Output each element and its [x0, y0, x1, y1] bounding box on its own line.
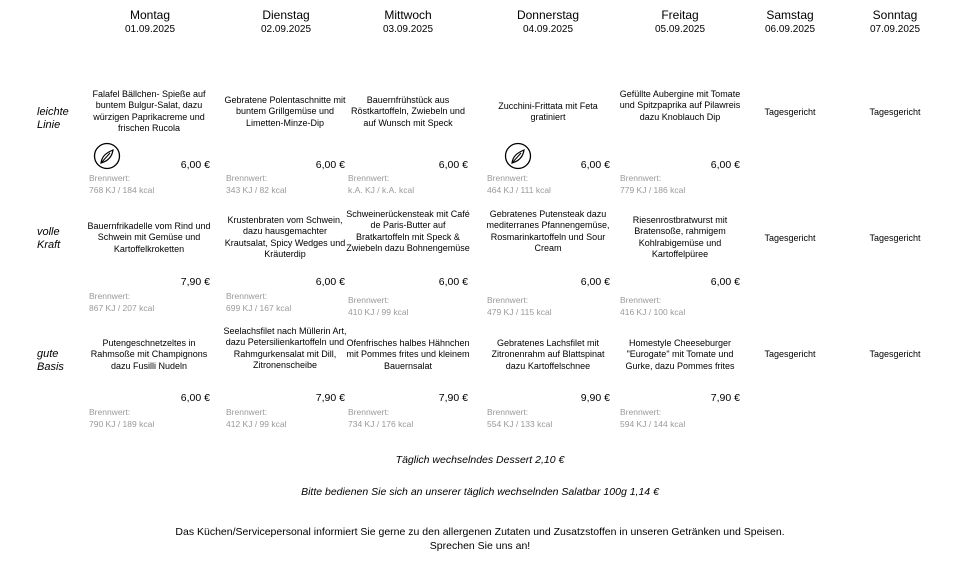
- day-header-sunday: [835, 8, 955, 36]
- dish-price: 6,00 €: [180, 392, 210, 404]
- row-label-line: Kraft: [37, 239, 61, 251]
- dish-price: 6,00 €: [580, 159, 610, 171]
- dish-price: 6,00 €: [710, 276, 740, 288]
- allergen-note-contact: Sprechen Sie uns an!: [429, 540, 531, 552]
- day-header-saturday: [730, 8, 850, 36]
- day-date: 03.09.2025: [382, 24, 434, 35]
- day-header-tuesday: [226, 8, 346, 36]
- dish-price: 6,00 €: [315, 276, 345, 288]
- nutrition-label: Brennwert:: [348, 407, 390, 417]
- nutrition-value: 699 KJ / 167 kcal: [226, 303, 292, 313]
- day-date: 04.09.2025: [522, 24, 574, 35]
- dish-price: 6,00 €: [315, 159, 345, 171]
- dish-name: Gebratenes Putensteak dazu mediterranes Pfannengemüse, Rosmarinkartoffeln und Sour Cream: [486, 209, 610, 254]
- day-name: Freitag: [661, 8, 699, 22]
- dish-name: Falafel Bällchen- Spieße auf buntem Bulgur-Salat, dazu würzigen Paprikacreme und frischen Rucola: [92, 89, 206, 134]
- dish-name: Gebratene Polentaschnitte mit buntem Grillgemüse und Limetten-Minze-Dip: [224, 95, 346, 128]
- day-header-thursday: [488, 8, 608, 36]
- nutrition-value: 594 KJ / 144 kcal: [620, 419, 686, 429]
- nutrition-label: Brennwert:: [348, 295, 390, 305]
- vegan-leaf-icon: [93, 142, 121, 170]
- dish-name: Bauernfrühstück aus Röstkartoffeln, Zwiebeln und auf Wunsch mit Speck: [351, 95, 465, 128]
- nutrition-value: 410 KJ / 99 kcal: [348, 307, 409, 317]
- row-label-line: Linie: [37, 119, 61, 131]
- tagesgericht-sunday: Tagesgericht: [869, 233, 921, 243]
- nutrition-label: Brennwert:: [89, 407, 131, 417]
- dish-name: Putengeschnetzeltes in Rahmsoße mit Champignons dazu Fusilli Nudeln: [90, 338, 208, 371]
- allergen-note: Das Küchen/Servicepersonal informiert Sie gerne zu den allergenen Zutaten und Zusatzstoffen in unseren Getränken und Speisen.: [175, 526, 785, 538]
- day-header-monday: [90, 8, 210, 36]
- dish-price: 6,00 €: [180, 159, 210, 171]
- day-name: Donnerstag: [516, 8, 580, 22]
- nutrition-label: Brennwert:: [226, 291, 268, 301]
- dish-name: Krustenbraten vom Schwein, dazu hausgemachter Krautsalat, Spicy Wedges und Kräuterdip: [224, 215, 346, 260]
- dish-price: 7,90 €: [180, 276, 210, 288]
- nutrition-label: Brennwert:: [89, 173, 131, 183]
- nutrition-label: Brennwert:: [487, 295, 529, 305]
- dish-name: Schweinerückensteak mit Café de Paris-Butter auf Bratkartoffeln mit Speck & Zwiebeln dazu Bohnengemüse: [346, 209, 470, 254]
- nutrition-value: 343 KJ / 82 kcal: [226, 185, 287, 195]
- nutrition-value: 867 KJ / 207 kcal: [89, 303, 155, 313]
- tagesgericht-saturday: Tagesgericht: [764, 233, 816, 243]
- tagesgericht-sunday: Tagesgericht: [869, 107, 921, 117]
- dish-name: Ofenfrisches halbes Hähnchen mit Pommes frites und kleinem Bauernsalat: [346, 338, 470, 371]
- row-label-leichte-linie: [37, 106, 87, 132]
- vegan-leaf-icon: [504, 142, 532, 170]
- nutrition-label: Brennwert:: [348, 173, 390, 183]
- dish-name: Seelachsfilet nach Müllerin Art, dazu Petersilienkartoffeln und Rahmgurkensalat mit Dill, Zitronenscheibe: [223, 326, 347, 371]
- dish-name: Gefüllte Aubergine mit Tomate und Spitzpaprika auf Pilawreis dazu Knoblauch Dip: [619, 89, 741, 122]
- day-name: Montag: [129, 8, 171, 22]
- day-date: 07.09.2025: [869, 24, 921, 35]
- row-label-gute-basis: [37, 348, 87, 374]
- nutrition-label: Brennwert:: [487, 407, 529, 417]
- dish-name: Homestyle Cheeseburger "Eurogate" mit Tomate und Gurke, dazu Pommes frites: [625, 338, 735, 371]
- dish-price: 6,00 €: [710, 159, 740, 171]
- dish-price: 9,90 €: [580, 392, 610, 404]
- day-header-wednesday: [348, 8, 468, 36]
- day-name: Mittwoch: [384, 8, 432, 22]
- day-name: Samstag: [766, 8, 814, 22]
- nutrition-label: Brennwert:: [226, 173, 268, 183]
- nutrition-value: 779 KJ / 186 kcal: [620, 185, 686, 195]
- dish-name: Zucchini-Frittata mit Feta gratiniert: [498, 101, 598, 123]
- dish-name: Riesenrostbratwurst mit Bratensoße, rahmigem Kohlrabigemüse und Kartoffelpüree: [632, 215, 728, 260]
- day-date: 02.09.2025: [260, 24, 312, 35]
- day-date: 05.09.2025: [654, 24, 706, 35]
- row-label-line: Basis: [37, 361, 64, 373]
- dish-price: 7,90 €: [710, 392, 740, 404]
- dish-price: 6,00 €: [438, 276, 468, 288]
- day-date: 01.09.2025: [124, 24, 176, 35]
- day-name: Dienstag: [262, 8, 310, 22]
- row-label-line: gute: [37, 348, 59, 360]
- nutrition-value: 412 KJ / 99 kcal: [226, 419, 287, 429]
- salad-bar-note: Bitte bedienen Sie sich an unserer täglich wechselnden Salatbar 100g 1,14 €: [301, 486, 659, 498]
- row-label-volle-kraft: [37, 226, 87, 252]
- nutrition-label: Brennwert:: [89, 291, 131, 301]
- tagesgericht-saturday: Tagesgericht: [764, 349, 816, 359]
- tagesgericht-saturday: Tagesgericht: [764, 107, 816, 117]
- dish-price: 6,00 €: [580, 276, 610, 288]
- day-date: 06.09.2025: [764, 24, 816, 35]
- nutrition-label: Brennwert:: [620, 173, 662, 183]
- dish-price: 7,90 €: [315, 392, 345, 404]
- nutrition-value: 768 KJ / 184 kcal: [89, 185, 155, 195]
- row-label-line: volle: [37, 226, 60, 238]
- nutrition-value: 554 KJ / 133 kcal: [487, 419, 553, 429]
- day-name: Sonntag: [872, 8, 918, 22]
- nutrition-value: 790 KJ / 189 kcal: [89, 419, 155, 429]
- dish-price: 6,00 €: [438, 159, 468, 171]
- nutrition-value: 734 KJ / 176 kcal: [348, 419, 414, 429]
- dish-name: Bauernfrikadelle vom Rind und Schwein mit Gemüse und Kartoffelkroketten: [87, 221, 211, 254]
- tagesgericht-sunday: Tagesgericht: [869, 349, 921, 359]
- row-label-line: leichte: [37, 106, 69, 118]
- dish-price: 7,90 €: [438, 392, 468, 404]
- nutrition-value: 416 KJ / 100 kcal: [620, 307, 686, 317]
- dessert-note: Täglich wechselndes Dessert 2,10 €: [395, 454, 565, 466]
- nutrition-value: k.A. KJ / k.A. kcal: [348, 185, 415, 195]
- nutrition-value: 464 KJ / 111 kcal: [487, 185, 551, 195]
- day-header-friday: [620, 8, 740, 36]
- dish-name: Gebratenes Lachsfilet mit Zitronenrahm auf Blattspinat dazu Kartoffelschnee: [491, 338, 605, 371]
- nutrition-label: Brennwert:: [620, 407, 662, 417]
- nutrition-value: 479 KJ / 115 kcal: [487, 307, 552, 317]
- nutrition-label: Brennwert:: [620, 295, 662, 305]
- nutrition-label: Brennwert:: [226, 407, 268, 417]
- nutrition-label: Brennwert:: [487, 173, 529, 183]
